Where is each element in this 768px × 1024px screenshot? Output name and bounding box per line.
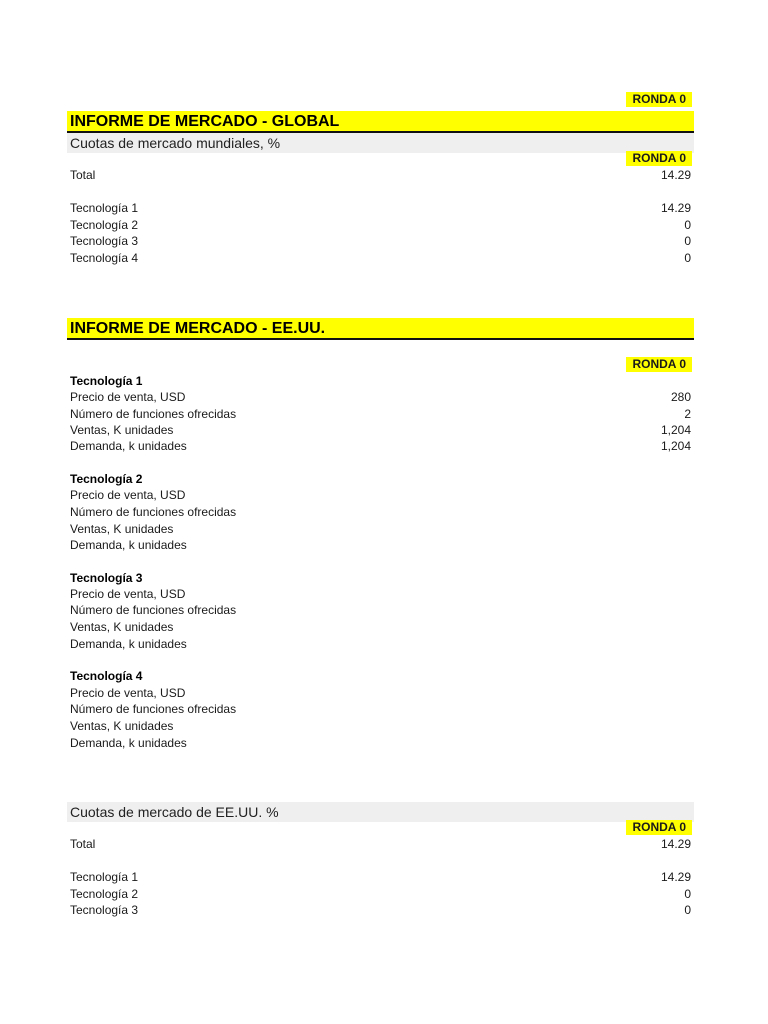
table-row: [70, 636, 691, 653]
row-label: Demanda, k unidades: [70, 736, 187, 750]
row-value: 0: [684, 251, 691, 265]
round-badge: RONDA 0: [626, 357, 692, 372]
row-value: 0: [684, 887, 691, 901]
row-label: Número de funciones ofrecidas: [70, 702, 237, 716]
row-value: 280: [670, 390, 691, 404]
table-row: [70, 869, 691, 886]
row-label: Ventas, K unidades: [70, 522, 174, 536]
table-row: [70, 685, 691, 702]
table-row: [70, 167, 691, 184]
table-row: [70, 886, 691, 903]
row-label: Ventas, K unidades: [70, 423, 174, 437]
subsection-header: [67, 802, 694, 822]
subsection-title: Cuotas de mercado de EE.UU. %: [70, 804, 279, 820]
table-row: [70, 504, 691, 521]
table-row: [70, 836, 691, 853]
row-label: Tecnología 4: [70, 251, 139, 265]
row-label: Ventas, K unidades: [70, 620, 174, 634]
round-badge: RONDA 0: [626, 92, 692, 107]
subsection-title: Cuotas de mercado mundiales, %: [70, 135, 281, 151]
row-value: 14.29: [660, 870, 691, 884]
row-label: Tecnología 3: [70, 234, 139, 248]
table-row: [70, 487, 691, 504]
row-value: 14.29: [660, 837, 691, 851]
row-label: Tecnología 1: [70, 870, 139, 884]
subsection-header: [67, 133, 694, 153]
tech-name: Tecnología 1: [70, 374, 143, 388]
round-badge: RONDA 0: [626, 820, 692, 835]
row-label: Precio de venta, USD: [70, 587, 186, 601]
table-row: [70, 200, 691, 217]
row-value: 0: [684, 234, 691, 248]
tech-group-title: [70, 668, 691, 685]
row-value: 14.29: [660, 201, 691, 215]
table-row: [70, 602, 691, 619]
table-row: [70, 537, 691, 554]
row-label: Tecnología 3: [70, 903, 139, 917]
row-label: Total: [70, 168, 96, 182]
table-row: [70, 438, 691, 455]
table-row: [70, 217, 691, 234]
row-label: Demanda, k unidades: [70, 637, 187, 651]
row-label: Número de funciones ofrecidas: [70, 505, 237, 519]
row-label: Tecnología 2: [70, 887, 139, 901]
table-row: [70, 422, 691, 439]
table-row: [70, 521, 691, 538]
tech-group-title: [70, 373, 691, 390]
section-title: INFORME DE MERCADO - EE.UU.: [70, 320, 326, 337]
row-label: Precio de venta, USD: [70, 488, 186, 502]
row-label: Tecnología 1: [70, 201, 139, 215]
table-row: [70, 389, 691, 406]
row-label: Tecnología 2: [70, 218, 139, 232]
tech-group-title: [70, 471, 691, 488]
row-label: Precio de venta, USD: [70, 686, 186, 700]
tech-name: Tecnología 4: [70, 669, 143, 683]
table-row: [70, 233, 691, 250]
round-badge: RONDA 0: [626, 151, 692, 166]
table-row: [70, 718, 691, 735]
row-label: Número de funciones ofrecidas: [70, 407, 237, 421]
table-row: [70, 406, 691, 423]
row-value: 14.29: [660, 168, 691, 182]
row-label: Número de funciones ofrecidas: [70, 603, 237, 617]
tech-group-title: [70, 570, 691, 587]
row-label: Ventas, K unidades: [70, 719, 174, 733]
row-value: 0: [684, 903, 691, 917]
row-value: 0: [684, 218, 691, 232]
row-value: 1,204: [660, 423, 691, 437]
section-header-global: [67, 111, 694, 133]
row-value: 1,204: [660, 439, 691, 453]
section-title: INFORME DE MERCADO - GLOBAL: [70, 113, 340, 130]
tech-name: Tecnología 3: [70, 571, 143, 585]
table-row: [70, 586, 691, 603]
table-row: [70, 902, 691, 919]
tech-name: Tecnología 2: [70, 472, 143, 486]
section-header-usa: [67, 318, 694, 340]
table-row: [70, 735, 691, 752]
row-label: Demanda, k unidades: [70, 538, 187, 552]
row-label: Demanda, k unidades: [70, 439, 187, 453]
table-row: [70, 250, 691, 267]
row-label: Precio de venta, USD: [70, 390, 186, 404]
table-row: [70, 701, 691, 718]
row-label: Total: [70, 837, 96, 851]
table-row: [70, 619, 691, 636]
row-value: 2: [684, 407, 691, 421]
